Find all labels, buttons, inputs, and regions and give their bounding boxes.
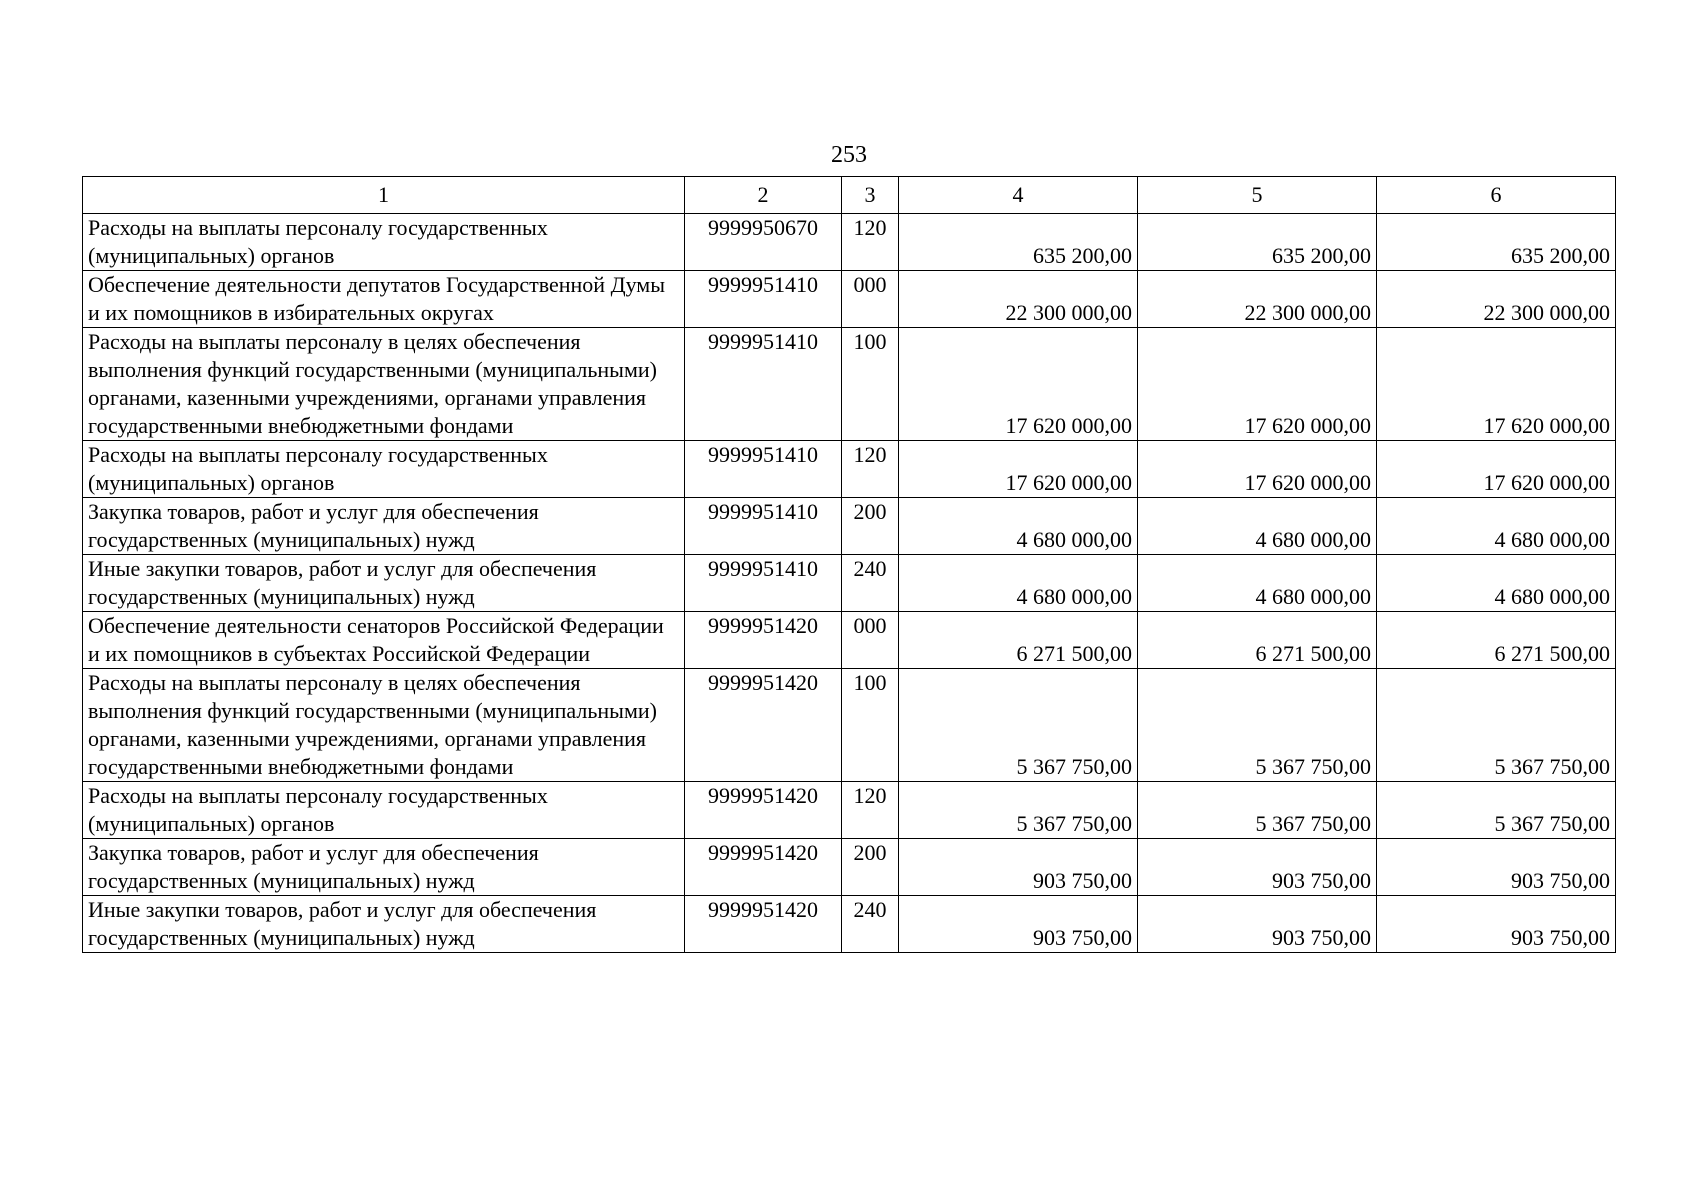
amount-cell: 903 750,00 xyxy=(1377,896,1616,953)
amount-cell: 635 200,00 xyxy=(899,214,1138,271)
table-row xyxy=(83,839,1616,896)
table-body xyxy=(83,214,1616,953)
expense-type-cell: 000 xyxy=(842,612,899,669)
target-code-cell: 9999951420 xyxy=(685,782,842,839)
table-row xyxy=(83,214,1616,271)
table-row xyxy=(83,328,1616,441)
header-cell: 4 xyxy=(899,177,1138,214)
expense-name-cell: Расходы на выплаты персоналу в целях обеспечения выполнения функций государственными (муниципальными) органами, казенными учреждениями, органами управления государственными внебюджетными фондами xyxy=(83,328,685,441)
expense-type-cell: 100 xyxy=(842,328,899,441)
page-number: 253 xyxy=(831,142,867,168)
amount-cell: 903 750,00 xyxy=(1138,896,1377,953)
amount-cell: 5 367 750,00 xyxy=(899,669,1138,782)
amount-cell: 22 300 000,00 xyxy=(1377,271,1616,328)
table-row xyxy=(83,441,1616,498)
expense-name-cell: Расходы на выплаты персоналу государственных (муниципальных) органов xyxy=(83,782,685,839)
expense-type-cell: 120 xyxy=(842,214,899,271)
header-cell: 6 xyxy=(1377,177,1616,214)
target-code-cell: 9999951410 xyxy=(685,328,842,441)
amount-cell: 5 367 750,00 xyxy=(899,782,1138,839)
amount-cell: 903 750,00 xyxy=(899,839,1138,896)
target-code-cell: 9999951420 xyxy=(685,839,842,896)
header-cell: 3 xyxy=(842,177,899,214)
amount-cell: 4 680 000,00 xyxy=(1377,555,1616,612)
table-row xyxy=(83,271,1616,328)
amount-cell: 903 750,00 xyxy=(1138,839,1377,896)
expense-name-cell: Иные закупки товаров, работ и услуг для обеспечения государственных (муниципальных) нужд xyxy=(83,896,685,953)
target-code-cell: 9999951420 xyxy=(685,669,842,782)
expense-type-cell: 100 xyxy=(842,669,899,782)
amount-cell: 4 680 000,00 xyxy=(1138,555,1377,612)
amount-cell: 5 367 750,00 xyxy=(1138,782,1377,839)
expense-type-cell: 120 xyxy=(842,441,899,498)
target-code-cell: 9999950670 xyxy=(685,214,842,271)
target-code-cell: 9999951410 xyxy=(685,555,842,612)
expense-type-cell: 120 xyxy=(842,782,899,839)
target-code-cell: 9999951410 xyxy=(685,498,842,555)
amount-cell: 4 680 000,00 xyxy=(899,555,1138,612)
expense-name-cell: Расходы на выплаты персоналу государственных (муниципальных) органов xyxy=(83,214,685,271)
expense-type-cell: 000 xyxy=(842,271,899,328)
expense-name-cell: Расходы на выплаты персоналу государственных (муниципальных) органов xyxy=(83,441,685,498)
amount-cell: 635 200,00 xyxy=(1377,214,1616,271)
header-cell: 5 xyxy=(1138,177,1377,214)
expense-name-cell: Расходы на выплаты персоналу в целях обеспечения выполнения функций государственными (муниципальными) органами, казенными учреждениями, органами управления государственными внебюджетными фондами xyxy=(83,669,685,782)
amount-cell: 22 300 000,00 xyxy=(1138,271,1377,328)
amount-cell: 5 367 750,00 xyxy=(1138,669,1377,782)
target-code-cell: 9999951410 xyxy=(685,271,842,328)
budget-table xyxy=(82,176,1616,953)
amount-cell: 6 271 500,00 xyxy=(1138,612,1377,669)
amount-cell: 4 680 000,00 xyxy=(899,498,1138,555)
expense-type-cell: 200 xyxy=(842,839,899,896)
table-row xyxy=(83,498,1616,555)
amount-cell: 6 271 500,00 xyxy=(899,612,1138,669)
expense-type-cell: 240 xyxy=(842,896,899,953)
header-cell: 2 xyxy=(685,177,842,214)
expense-name-cell: Закупка товаров, работ и услуг для обеспечения государственных (муниципальных) нужд xyxy=(83,839,685,896)
header-row xyxy=(83,177,1616,214)
amount-cell: 17 620 000,00 xyxy=(899,328,1138,441)
expense-name-cell: Закупка товаров, работ и услуг для обеспечения государственных (муниципальных) нужд xyxy=(83,498,685,555)
table-row xyxy=(83,782,1616,839)
expense-name-cell: Обеспечение деятельности сенаторов Российской Федерации и их помощников в субъектах Российской Федерации xyxy=(83,612,685,669)
amount-cell: 17 620 000,00 xyxy=(1138,441,1377,498)
amount-cell: 903 750,00 xyxy=(1377,839,1616,896)
amount-cell: 17 620 000,00 xyxy=(1377,328,1616,441)
amount-cell: 5 367 750,00 xyxy=(1377,669,1616,782)
table-row xyxy=(83,896,1616,953)
expense-name-cell: Иные закупки товаров, работ и услуг для обеспечения государственных (муниципальных) нужд xyxy=(83,555,685,612)
target-code-cell: 9999951410 xyxy=(685,441,842,498)
amount-cell: 4 680 000,00 xyxy=(1377,498,1616,555)
table-row xyxy=(83,555,1616,612)
expense-name-cell: Обеспечение деятельности депутатов Государственной Думы и их помощников в избирательных округах xyxy=(83,271,685,328)
table-row xyxy=(83,612,1616,669)
amount-cell: 22 300 000,00 xyxy=(899,271,1138,328)
expense-type-cell: 200 xyxy=(842,498,899,555)
amount-cell: 6 271 500,00 xyxy=(1377,612,1616,669)
amount-cell: 17 620 000,00 xyxy=(1377,441,1616,498)
header-cell: 1 xyxy=(83,177,685,214)
amount-cell: 4 680 000,00 xyxy=(1138,498,1377,555)
amount-cell: 17 620 000,00 xyxy=(1138,328,1377,441)
table-row xyxy=(83,669,1616,782)
amount-cell: 635 200,00 xyxy=(1138,214,1377,271)
expense-type-cell: 240 xyxy=(842,555,899,612)
amount-cell: 903 750,00 xyxy=(899,896,1138,953)
amount-cell: 5 367 750,00 xyxy=(1377,782,1616,839)
target-code-cell: 9999951420 xyxy=(685,896,842,953)
target-code-cell: 9999951420 xyxy=(685,612,842,669)
amount-cell: 17 620 000,00 xyxy=(899,441,1138,498)
